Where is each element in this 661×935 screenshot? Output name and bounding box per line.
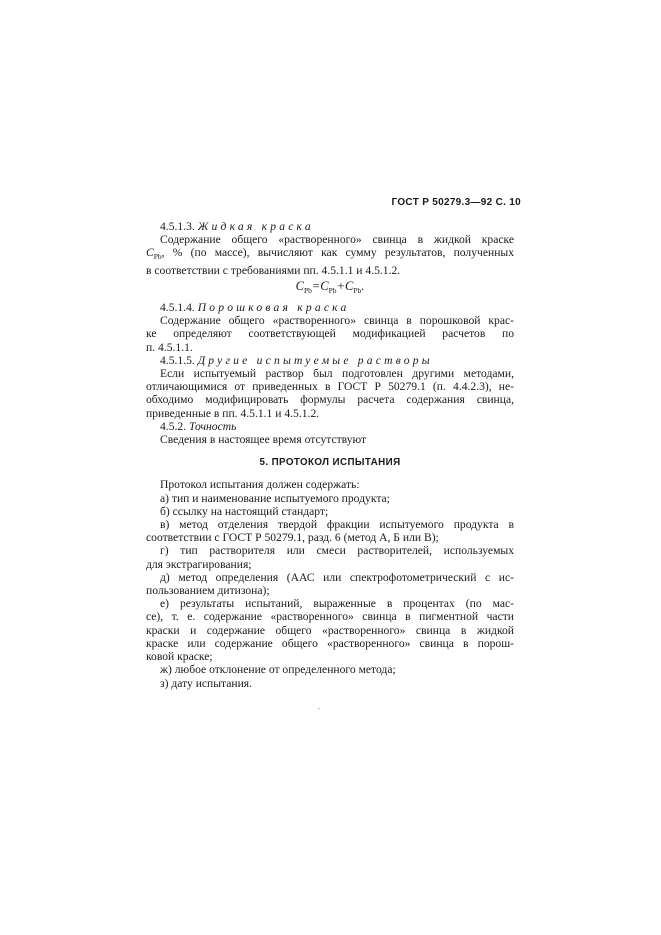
section-title: Другие испытуемые растворы	[197, 353, 433, 367]
paragraph-text: , % (по массе), вычисляют как сумму результатов, полученных	[161, 246, 514, 260]
formula-eq: =	[311, 278, 321, 293]
list-item-b: б) ссылку на настоящий стандарт;	[160, 504, 329, 518]
formula-term: C	[345, 278, 354, 293]
scan-speck	[318, 708, 320, 709]
list-item-z: з) дату испытания.	[160, 676, 253, 690]
paragraph-line	[146, 246, 514, 263]
page-header: ГОСТ Р 50279.3—92 С. 10	[391, 197, 521, 208]
symbol-subscript: Pb	[153, 252, 162, 262]
paragraph-line: Содержание общего «растворенного» свинца в жидкой краске	[160, 233, 514, 247]
body-text	[146, 220, 514, 690]
list-item-v-cont: соответствии с ГОСТ Р 50279.1, разд. 6 (метод А, Б или В);	[146, 531, 439, 545]
paragraph-line: ке определяют соответствующей модификацией расчетов по	[146, 327, 514, 341]
symbol-c: C	[146, 246, 154, 260]
list-item-e-cont: се), т. е. содержание «растворенного» свинца в пигментной части	[146, 610, 514, 624]
list-item-d-cont: пользованием дитизона);	[146, 584, 270, 598]
formula-term: C	[320, 278, 329, 293]
formula-sub: Pb	[353, 285, 362, 295]
section-number: 4.5.1.4.	[160, 301, 195, 315]
list-intro: Протокол испытания должен содержать:	[160, 478, 360, 492]
list-item-a: а) тип и наименование испытуемого продукта;	[160, 491, 390, 505]
section-4513-heading	[146, 220, 514, 233]
section-number: 4.5.1.5.	[160, 353, 195, 367]
paragraph-line: Если испытуемый раствор был подготовлен другими методами,	[160, 367, 514, 381]
list-item-zh: ж) любое отклонение от определенного метода;	[160, 663, 396, 677]
list-item-e: е) результаты испытаний, выраженные в процентах (по мас-	[160, 597, 514, 611]
formula-sub: Pb	[303, 285, 312, 295]
paragraph-line: обходимо модифицировать формулы расчета содержания свинца,	[146, 393, 514, 407]
formula-plus: +	[336, 278, 345, 293]
section-5-heading: 5. ПРОТОКОЛ ИСПЫТАНИЯ	[259, 457, 401, 469]
list-item-g: г) тип растворителя или смеси растворителей, используемых	[160, 544, 514, 558]
section-452-heading	[146, 420, 514, 433]
list-item-e-cont: краски и содержание общего «растворенного» свинца в жидкой	[146, 623, 514, 637]
paragraph-line: приведенные в пп. 4.5.1.1 и 4.5.1.2.	[146, 406, 320, 420]
formula-term: C	[295, 278, 304, 293]
formula-sub: Pb	[328, 285, 337, 295]
list-item-e-cont: краске или содержание общего «растворенного» свинца в порош-	[146, 636, 514, 650]
paragraph-line: отличающимися от приведенных в ГОСТ Р 50279.1 (п. 4.4.2.3), не-	[146, 380, 514, 394]
section-4515-heading	[146, 354, 514, 367]
list-item-v: в) метод отделения твердой фракции испытуемого продукта в	[160, 518, 514, 532]
formula	[146, 280, 514, 297]
section-title: Порошковая краска	[197, 301, 350, 315]
list-item-d: д) метод определения (ААС или спектрофотометрический с ис-	[160, 570, 514, 584]
formula-end: .	[361, 278, 365, 293]
section-4514-heading	[146, 301, 514, 314]
paragraph-line: Сведения в настоящее время отсутствуют	[160, 433, 367, 447]
section-title: Точность	[189, 419, 237, 433]
list-item-g-cont: для экстрагирования;	[146, 557, 252, 571]
section-number: 4.5.1.3.	[160, 220, 195, 233]
section-number: 4.5.2.	[160, 419, 187, 433]
paragraph-line: в соответствии с требованиями пп. 4.5.1.1 и 4.5.1.2.	[146, 263, 401, 277]
paragraph-line: Содержание общего «растворенного» свинца в порошковой крас-	[160, 314, 514, 328]
paragraph-line: п. 4.5.1.1.	[146, 340, 193, 354]
section-title: Жидкая краска	[197, 220, 314, 233]
list-item-e-cont: ковой краске;	[146, 650, 213, 664]
